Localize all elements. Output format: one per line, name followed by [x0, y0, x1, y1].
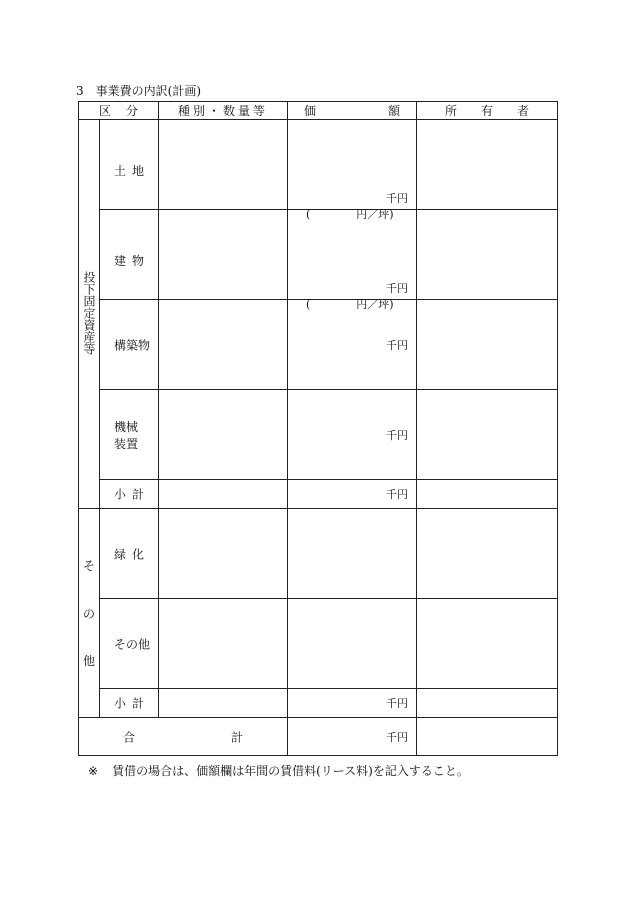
group-fixed-assets-label: 投下固定資産等 [82, 270, 96, 355]
row-subtotal-2 [79, 689, 558, 718]
cell-subtotal-1-label: 小 計 [100, 480, 159, 509]
row-structure [79, 300, 558, 390]
section-title-text: 事業費の内訳(計画) [95, 84, 202, 98]
group-fixed-assets [79, 120, 100, 509]
cell-subtotal-2-type[interactable] [159, 689, 288, 718]
cell-land-label: 土 地 [100, 120, 159, 210]
footnote-text: 賃借の場合は、価額欄は年間の賃借料(リース料)を記入すること。 [112, 764, 469, 778]
unit-label: 千円 [386, 338, 408, 352]
cell-building-price[interactable] [288, 210, 417, 311]
cell-subtotal-1-type[interactable] [159, 480, 288, 509]
cell-machinery-price[interactable] [288, 390, 417, 480]
cell-other-label: そ の 他 [100, 599, 159, 689]
cell-total-price[interactable] [288, 718, 417, 756]
cell-greening-type[interactable] [159, 509, 288, 599]
cell-building-type[interactable] [159, 210, 288, 300]
cell-structure-label: 構 築 物 [100, 300, 159, 390]
expense-breakdown-table [78, 101, 558, 756]
header-kagaku: 価 額 [288, 102, 417, 120]
unit-label: 千円 [386, 730, 408, 744]
cell-total-owner[interactable] [417, 718, 558, 756]
cell-machinery-owner[interactable] [417, 390, 558, 480]
section-number: 3 [76, 84, 84, 98]
row-subtotal-1 [79, 480, 558, 509]
cell-other-owner[interactable] [417, 599, 558, 689]
row-land [79, 120, 558, 210]
cell-land-owner[interactable] [417, 120, 558, 210]
cell-subtotal-1-price[interactable] [288, 480, 417, 509]
tsubo-price: ( 円／坪) [306, 298, 394, 311]
cell-building-label: 建 物 [100, 210, 159, 300]
cell-machinery-label: 機械装置 [100, 390, 159, 480]
header-row [79, 102, 558, 120]
group-other-label: そ の 他 [82, 559, 95, 668]
cell-building-owner[interactable] [417, 210, 558, 300]
cell-greening-price[interactable] [288, 509, 417, 599]
unit-label: 千円 [386, 192, 408, 205]
cell-land-price[interactable] [288, 120, 417, 221]
unit-label: 千円 [386, 282, 408, 295]
cell-subtotal-2-label: 小 計 [100, 689, 159, 718]
header-shoyusha: 所 有 者 [417, 102, 558, 120]
cell-greening-owner[interactable] [417, 509, 558, 599]
row-total [79, 718, 558, 756]
section-title [76, 82, 201, 99]
footnote [88, 762, 469, 779]
cell-other-type[interactable] [159, 599, 288, 689]
row-other [79, 599, 558, 689]
header-kubun: 区 分 [79, 102, 159, 120]
cell-subtotal-2-price[interactable] [288, 689, 417, 718]
row-building [79, 210, 558, 300]
reference-mark: ※ [88, 764, 99, 778]
row-machinery [79, 390, 558, 480]
unit-label: 千円 [386, 697, 408, 710]
cell-machinery-type[interactable] [159, 390, 288, 480]
cell-subtotal-2-owner[interactable] [417, 689, 558, 718]
cell-total-label: 合 計 [79, 718, 288, 756]
unit-label: 千円 [386, 488, 408, 501]
group-other [79, 509, 100, 718]
cell-structure-price[interactable] [288, 300, 417, 390]
cell-structure-owner[interactable] [417, 300, 558, 390]
unit-label: 千円 [386, 428, 408, 442]
cell-other-price[interactable] [288, 599, 417, 689]
header-shubetsu: 種別・数量等 [159, 102, 288, 120]
row-greening [79, 509, 558, 599]
cell-subtotal-1-owner[interactable] [417, 480, 558, 509]
cell-structure-type[interactable] [159, 300, 288, 390]
cell-greening-label: 緑 化 [100, 509, 159, 599]
cell-land-type[interactable] [159, 120, 288, 210]
tsubo-price: ( 円／坪) [306, 208, 394, 221]
